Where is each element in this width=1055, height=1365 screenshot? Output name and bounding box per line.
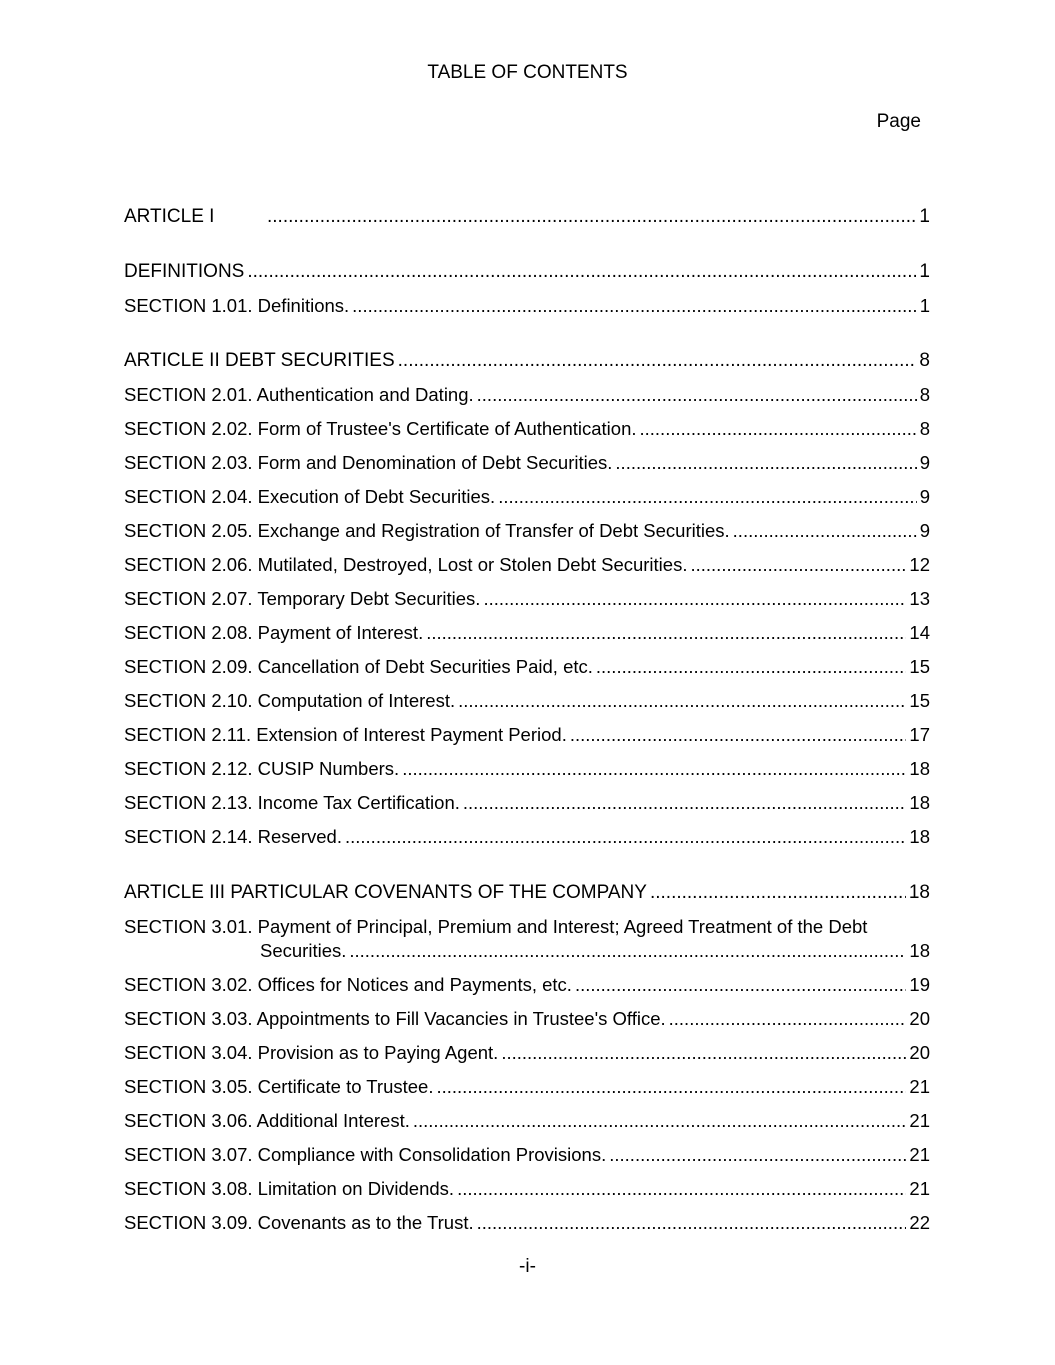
toc-entry-page: 1 (919, 261, 930, 282)
toc-entry-page: 9 (919, 520, 930, 541)
toc-entry-page: 15 (909, 656, 930, 677)
toc-entry-page: 22 (909, 1212, 930, 1233)
toc-entry-label: SECTION 2.13. Income Tax Certification. (124, 792, 460, 813)
dot-leader (501, 1041, 906, 1065)
toc-entry-page: 9 (919, 452, 930, 473)
toc-entry-section-3-04[interactable] (124, 1041, 930, 1065)
toc-entry-section-2-06[interactable] (124, 553, 930, 577)
toc-entry-page: 18 (909, 792, 930, 813)
toc-entry-section-2-13[interactable] (124, 791, 930, 815)
toc-entry-label: SECTION 2.01. Authentication and Dating. (124, 384, 474, 405)
dot-leader (457, 1177, 906, 1201)
toc-entry-section-2-01[interactable] (124, 383, 930, 407)
toc-entry-section-2-09[interactable] (124, 655, 930, 679)
toc-entry-label: SECTION 2.08. Payment of Interest. (124, 622, 424, 643)
toc-entry-label: Securities. (260, 940, 347, 961)
dot-leader (650, 881, 906, 905)
toc-entry-section-2-05[interactable] (124, 519, 930, 543)
dot-leader (267, 205, 916, 229)
toc-entry-section-2-04[interactable] (124, 485, 930, 509)
toc-entry-label: SECTION 3.04. Provision as to Paying Agent. (124, 1042, 499, 1063)
toc-entry-page: 15 (909, 690, 930, 711)
dot-leader (463, 791, 907, 815)
dot-leader (413, 1109, 907, 1133)
dot-leader (247, 260, 916, 284)
toc-entry-label: SECTION 2.03. Form and Denomination of Debt Securities. (124, 452, 613, 473)
toc-entry-page: 21 (909, 1178, 930, 1199)
toc-entry-label: SECTION 3.02. Offices for Notices and Payments, etc. (124, 974, 572, 995)
toc-entry-label: SECTION 3.08. Limitation on Dividends. (124, 1178, 455, 1199)
toc-entry-label: DEFINITIONS (124, 261, 245, 282)
dot-leader (477, 383, 917, 407)
dot-leader (402, 757, 906, 781)
dot-leader (349, 939, 906, 963)
toc-entry-label: SECTION 2.02. Form of Trustee's Certificate of Authentication. (124, 418, 637, 439)
toc-entry-page: 18 (909, 940, 930, 961)
toc-entry-page: 8 (919, 350, 930, 371)
toc-entry-section-3-05[interactable] (124, 1075, 930, 1099)
toc-entry-label: ARTICLE I (124, 206, 215, 227)
toc-entry-label: ARTICLE III PARTICULAR COVENANTS OF THE COMPANY (124, 882, 647, 903)
toc-entry-label: SECTION 2.04. Execution of Debt Securities. (124, 486, 496, 507)
toc-entry-page: 9 (919, 486, 930, 507)
toc-entry-label: SECTION 3.05. Certificate to Trustee. (124, 1076, 434, 1097)
dot-leader (436, 1075, 906, 1099)
toc-entry-definitions[interactable] (124, 260, 930, 284)
toc-entry-page: 18 (908, 882, 930, 903)
toc-entry-page: 19 (909, 974, 930, 995)
toc-entry-page: 21 (909, 1144, 930, 1165)
toc-entry-section-3-02[interactable] (124, 973, 930, 997)
dot-leader (596, 655, 907, 679)
toc-entry-page: 20 (909, 1042, 930, 1063)
toc-entry-section-2-10[interactable] (124, 689, 930, 713)
toc-entry-page: 14 (909, 622, 930, 643)
page-column-label: Page (876, 111, 921, 132)
toc-entry-article-1[interactable] (124, 205, 930, 229)
toc-entry-label: SECTION 1.01. Definitions. (124, 295, 350, 316)
toc-entry-section-2-14[interactable] (124, 825, 930, 849)
dot-leader (483, 587, 906, 611)
dot-leader (640, 417, 917, 441)
toc-entry-page: 12 (909, 554, 930, 575)
toc-entry-label: SECTION 3.06. Additional Interest. (124, 1110, 410, 1131)
toc-entry-article-3[interactable] (124, 881, 930, 905)
dot-leader (477, 1211, 907, 1235)
dot-leader (426, 621, 906, 645)
toc-entry-label: SECTION 2.07. Temporary Debt Securities. (124, 588, 481, 609)
toc-entry-section-2-12[interactable] (124, 757, 930, 781)
toc-entry-section-3-01-line1[interactable]: SECTION 3.01. Payment of Principal, Premium and Interest; Agreed Treatment of the Debt (124, 916, 868, 937)
toc-entry-section-3-08[interactable] (124, 1177, 930, 1201)
toc-entry-page: 8 (919, 418, 930, 439)
dot-leader (669, 1007, 907, 1031)
dot-leader (458, 689, 906, 713)
toc-entry-page: 8 (919, 384, 930, 405)
toc-entry-page: 17 (909, 724, 930, 745)
toc-entry-page: 18 (909, 826, 930, 847)
dot-leader (352, 294, 917, 318)
toc-entry-label: ARTICLE II DEBT SECURITIES (124, 350, 395, 371)
toc-entry-section-2-08[interactable] (124, 621, 930, 645)
toc-entry-page: 1 (919, 206, 930, 227)
toc-entry-section-2-03[interactable] (124, 451, 930, 475)
toc-entry-section-2-07[interactable] (124, 587, 930, 611)
toc-entry-section-3-03[interactable] (124, 1007, 930, 1031)
dot-leader (733, 519, 917, 543)
dot-leader (575, 973, 906, 997)
toc-entry-label: SECTION 2.12. CUSIP Numbers. (124, 758, 400, 779)
dot-leader (615, 451, 916, 475)
toc-entry-page: 21 (909, 1110, 930, 1131)
toc-entry-section-3-07[interactable] (124, 1143, 930, 1167)
dot-leader (345, 825, 906, 849)
page-title: TABLE OF CONTENTS (427, 62, 628, 83)
toc-entry-page: 20 (909, 1008, 930, 1029)
toc-entry-label: SECTION 2.14. Reserved. (124, 826, 342, 847)
dot-leader (609, 1143, 906, 1167)
page-number: -i- (519, 1256, 536, 1277)
toc-entry-label: SECTION 2.09. Cancellation of Debt Securities Paid, etc. (124, 656, 593, 677)
toc-entry-label: SECTION 2.10. Computation of Interest. (124, 690, 456, 711)
toc-entry-section-3-06[interactable] (124, 1109, 930, 1133)
toc-entry-section-1-01[interactable] (124, 294, 930, 318)
toc-entry-section-2-11[interactable] (124, 723, 930, 747)
toc-entry-label: SECTION 2.06. Mutilated, Destroyed, Lost or Stolen Debt Securities. (124, 554, 688, 575)
toc-entry-page: 18 (909, 758, 930, 779)
toc-entry-label: SECTION 3.09. Covenants as to the Trust. (124, 1212, 474, 1233)
dot-leader (570, 723, 907, 747)
toc-entry-label: SECTION 2.11. Extension of Interest Payment Period. (124, 724, 567, 745)
toc-entry-article-2[interactable] (124, 349, 930, 373)
dot-leader (398, 349, 917, 373)
dot-leader (498, 485, 917, 509)
toc-entry-label: SECTION 2.05. Exchange and Registration of Transfer of Debt Securities. (124, 520, 730, 541)
dot-leader (690, 553, 906, 577)
toc-entry-page: 21 (909, 1076, 930, 1097)
toc-entry-label: SECTION 3.03. Appointments to Fill Vacancies in Trustee's Office. (124, 1008, 666, 1029)
toc-entry-section-2-02[interactable] (124, 417, 930, 441)
toc-entry-page: 1 (919, 295, 930, 316)
toc-entry-section-3-09[interactable] (124, 1211, 930, 1235)
toc-entry-label: SECTION 3.07. Compliance with Consolidation Provisions. (124, 1144, 607, 1165)
toc-entry-section-3-01[interactable] (260, 939, 930, 963)
toc-entry-page: 13 (909, 588, 930, 609)
